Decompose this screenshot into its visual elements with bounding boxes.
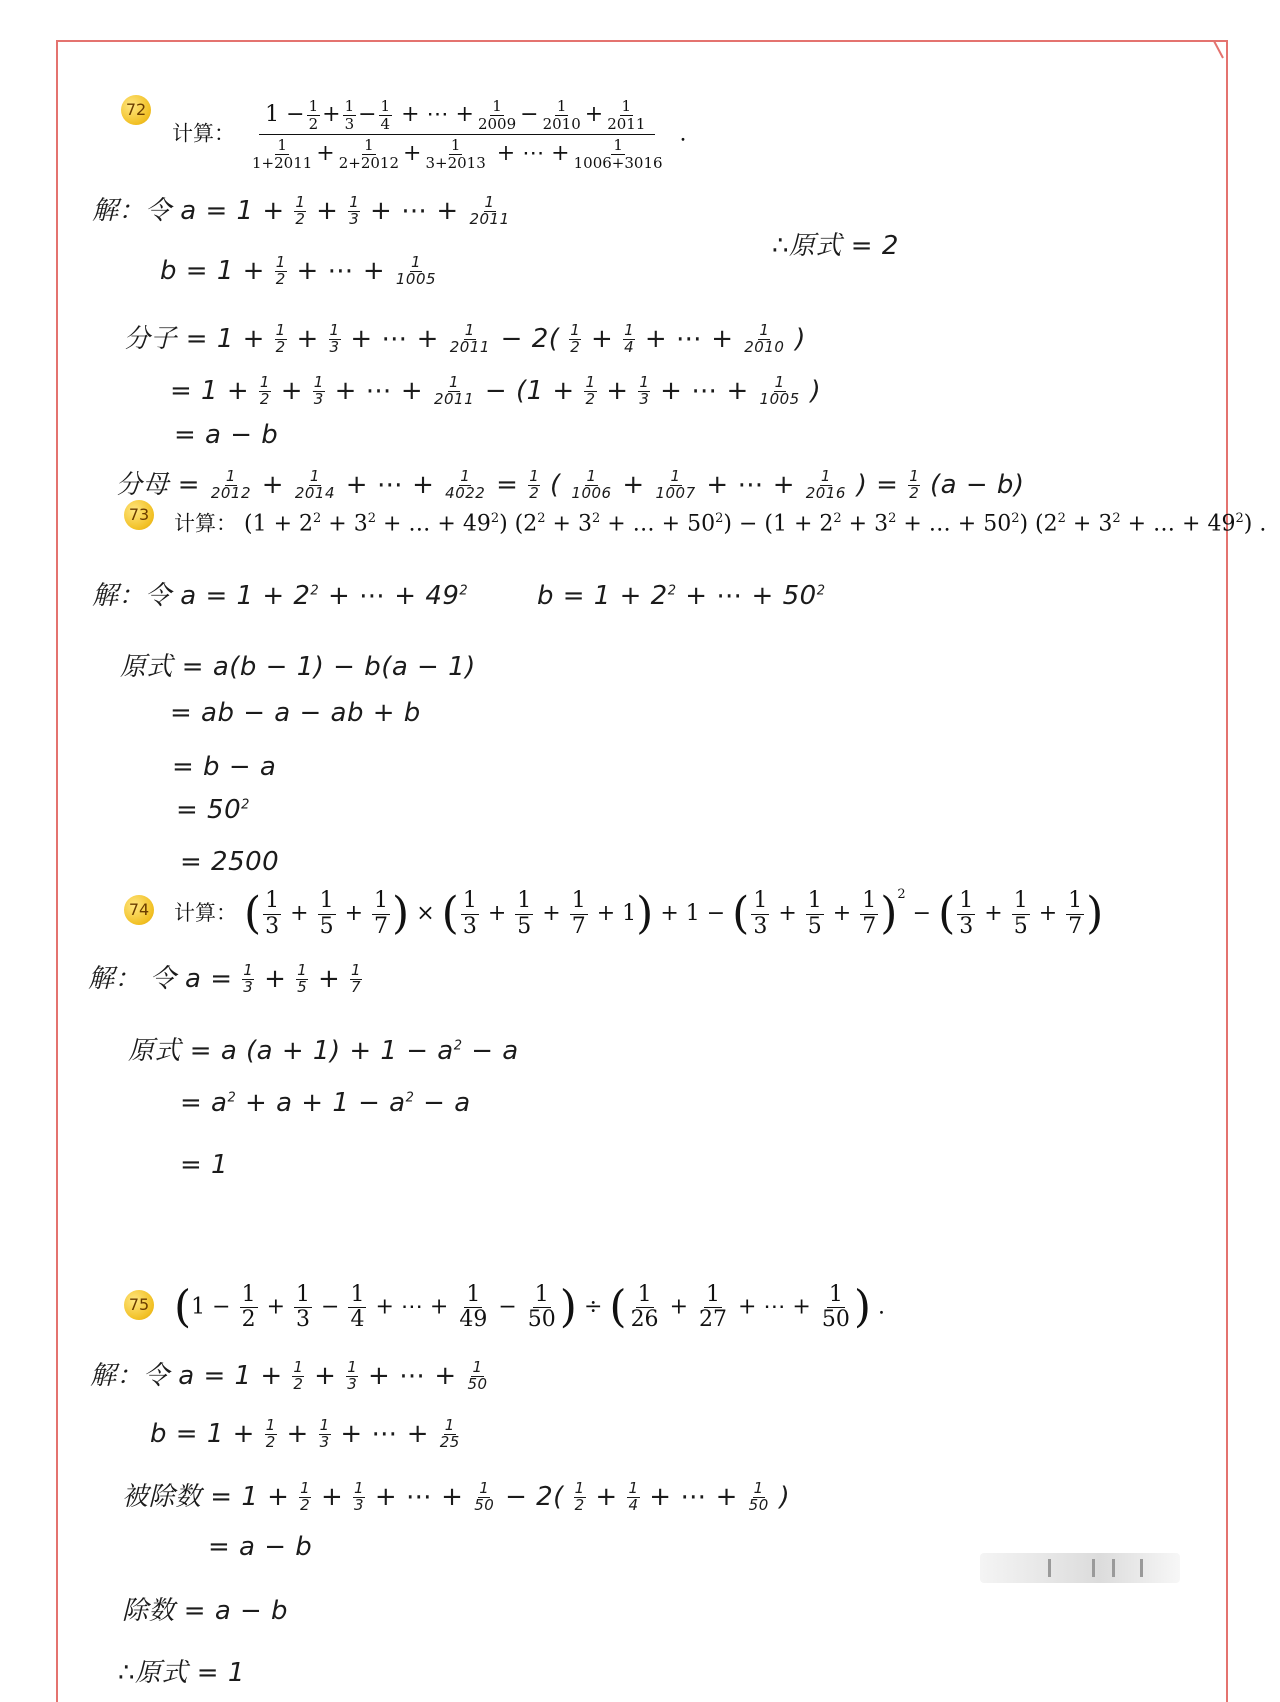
s72-line4: = 1 + $\frac{1}{2}$ + $\frac{1}{3}$ + ⋯ + $\frac{1}{2011}$ − (1 + $\frac{1}{2}$ + $\frac{1}{3}$ + ⋯ + $\frac{1}{1005}$ ) xyxy=(170,373,822,408)
s74-line4: = 1 xyxy=(180,1150,229,1180)
s73-line6: = 2500 xyxy=(180,847,280,877)
s74-line3: = $a^2 + a + 1 - a^2 - a$ xyxy=(180,1088,471,1118)
s72-line1: 解：令 a = 1 + $\frac{1}{2}$ + $\frac{1}{3}$ + ⋯ + $\frac{1}{2011}$ xyxy=(92,193,510,228)
problem-75-statement: (1 − $\frac{1}{2}$ + $\frac{1}{3}$ − $\frac{1}{4}$ + ⋯ + $\frac{1}{49}$ − $\frac{1}{50}$ ) ÷ ( $\frac{1}{26}$ + $\frac{1}{27}$ + ⋯ + $\frac{1}{50}$ ) . xyxy=(174,1281,886,1333)
problem-74-badge: 74 xyxy=(124,895,154,925)
s75-line5: 除数 = a − b xyxy=(122,1596,289,1626)
toolbar-tick xyxy=(1092,1559,1095,1577)
denominator: $\frac{1}{1+2011}$ + $\frac{1}{2+2012}$ + $\frac{1}{3+2013}$ + ⋯ + $\frac{1}{1006+3016}$ xyxy=(252,136,663,172)
frame-corner xyxy=(1202,40,1224,80)
problem-72-statement: 计算： 1 − $\frac{1}{2}$ + $\frac{1}{3}$ − $\frac{1}{4}$ + ⋯ + $\frac{1}{2009}$ − $\frac{1}{2010}$ + $\frac{1}{2011}$ $\frac{1}{1+2011}$ + $\frac{1}{2+2012}$ + $\frac{1}{3+2013}$ + ⋯ + $\frac{1}{1006+3016}$ . xyxy=(172,97,687,172)
s75-line2: b = 1 + $\frac{1}{2}$ + $\frac{1}{3}$ + ⋯ + $\frac{1}{25}$ xyxy=(150,1416,460,1451)
s75-line3: 被除数 = 1 + $\frac{1}{2}$ + $\frac{1}{3}$ + ⋯ + $\frac{1}{50}$ − 2( $\frac{1}{2}$ + $\frac{1}{4}$ + ⋯ + $\frac{1}{50}$ ) xyxy=(122,1479,791,1514)
s73-line3: = ab − a − ab + b xyxy=(170,698,421,728)
s72-line6: 分母 = $\frac{1}{2012}$ + $\frac{1}{2014}$ + ⋯ + $\frac{1}{4022}$ = $\frac{1}{2}$ ( $\frac{1}{1006}$ + $\frac{1}{1007}$ + ⋯ + $\frac{1}{2016}$ ) = $\frac{1}{2}$ (a − b) xyxy=(116,467,1025,502)
s72-line2: b = 1 + $\frac{1}{2}$ + ⋯ + $\frac{1}{1005}$ xyxy=(160,253,437,288)
problem-73-badge: 73 xyxy=(124,500,154,530)
s73-line5: = $50^2$ xyxy=(176,795,250,825)
s73-line2: 原式 = a(b − 1) − b(a − 1) xyxy=(120,652,476,682)
s74-line2: 原式 = a $(a + 1) + 1 - a^2 - a$ xyxy=(128,1036,519,1066)
viewer-toolbar[interactable] xyxy=(980,1553,1180,1583)
toolbar-tick xyxy=(1112,1559,1115,1577)
s75-line6: ∴原式 = 1 xyxy=(118,1658,245,1688)
s75-line4: = a − b xyxy=(208,1532,313,1562)
s75-line1: 解：令 a = 1 + $\frac{1}{2}$ + $\frac{1}{3}$ + ⋯ + $\frac{1}{50}$ xyxy=(90,1358,488,1393)
problem-72-badge: 72 xyxy=(121,95,151,125)
s73-line4: = b − a xyxy=(172,752,277,782)
s74-line1: 解： 令 a = $\frac{1}{3}$ + $\frac{1}{5}$ + $\frac{1}{7}$ xyxy=(88,961,362,996)
main-fraction xyxy=(242,96,673,173)
problem-74-statement: 计算： ( $\frac{1}{3}$ + $\frac{1}{5}$ + $\frac{1}{7}$ ) × ( $\frac{1}{3}$ + $\frac{1}{5}$ + $\frac{1}{7}$ + 1) + 1 − ( $\frac{1}{3}$ + $\frac{1}{5}$ + $\frac{1}{7}$ )$^2$ − ( $\frac{1}{3}$ + $\frac{1}{5}$ + $\frac{1}{7}$ ) xyxy=(174,887,1104,939)
problem-75-badge: 75 xyxy=(124,1290,154,1320)
problem-73-statement: 计算： ($1 + 2^2 + 3^2$ + … + $49^2$) ($2^2 + 3^2$ + … + $50^2) - (1 + 2^2 + 3^2$ + … + $50^2$) ($2^2 + 3^2$ + … + $49^2$) . xyxy=(174,511,1267,537)
s72-line3: 分子 = 1 + $\frac{1}{2}$ + $\frac{1}{3}$ + ⋯ + $\frac{1}{2011}$ − 2( $\frac{1}{2}$ + $\frac{1}{4}$ + ⋯ + $\frac{1}{2010}$ ) xyxy=(124,321,806,356)
numerator: 1 − $\frac{1}{2}$ + $\frac{1}{3}$ − $\frac{1}{4}$ + ⋯ + $\frac{1}{2009}$ − $\frac{1}{2010}$ + $\frac{1}{2011}$ xyxy=(259,96,655,135)
s73-line1: 解：令 $a = 1 + 2^2$ + ⋯ + $49^2$ $b = 1 + 2^2$ + ⋯ + $50^2$ xyxy=(92,581,826,611)
toolbar-tick xyxy=(1048,1559,1051,1577)
toolbar-tick xyxy=(1140,1559,1143,1577)
problem-label: 计算： xyxy=(172,121,235,146)
s72-line5: = a − b xyxy=(174,420,279,450)
s72-result: ∴原式 = 2 xyxy=(772,231,899,261)
